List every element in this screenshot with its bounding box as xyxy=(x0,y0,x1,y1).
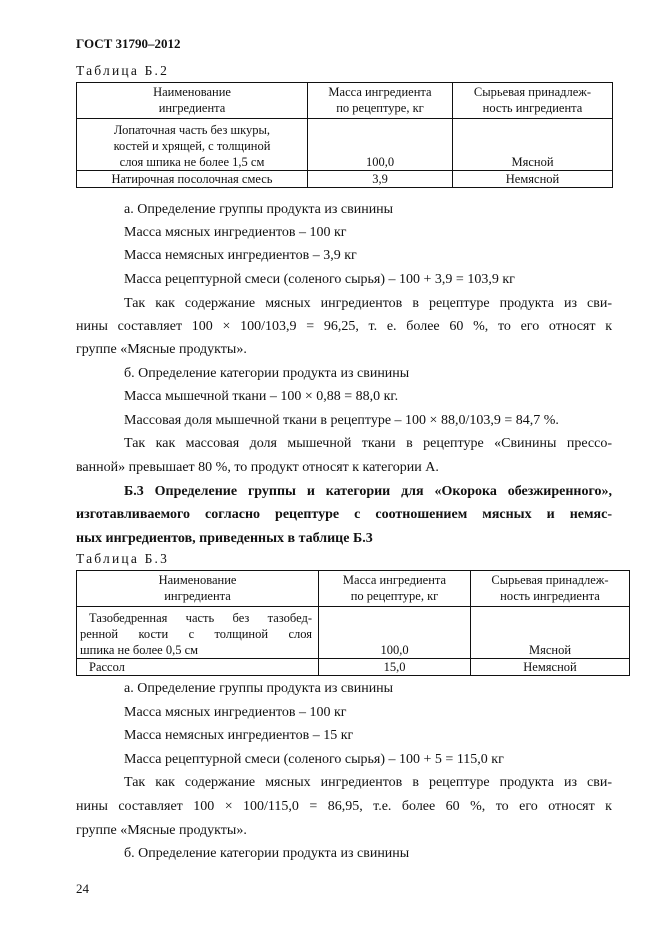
paragraph-line: нины составляет 100 × 100/115,0 = 86,95, т.е. более 60 %, то его относят к xyxy=(76,799,612,814)
table-cell-mass: 100,0 xyxy=(319,607,471,659)
document-code: ГОСТ 31790–2012 xyxy=(76,36,181,51)
table-cell-mass: 100,0 xyxy=(308,119,453,171)
paragraph-line: Так как массовая доля мышечной ткани в рецептуре «Свинины прессо- xyxy=(124,436,612,451)
text-line: Масса мясных ингредиентов – 100 кг xyxy=(124,705,347,720)
text-line: Массовая доля мышечной ткани в рецептуре – 100 × 88,0/103,9 = 84,7 %. xyxy=(124,413,559,428)
table-3-caption: Таблица Б.3 xyxy=(76,551,170,566)
table-cell-name: Лопаточная часть без шкуры, костей и хрящей, с толщиной слоя шпика не более 1,5 см xyxy=(77,119,308,171)
text-line: а. Определение группы продукта из свинины xyxy=(124,681,394,696)
table-cell-name: Тазобедренная часть без тазобед- ренной кости с толщиной слоя шпика не более 0,5 см xyxy=(77,607,319,659)
table-2 xyxy=(76,82,613,188)
text-line: Масса мясных ингредиентов – 100 кг xyxy=(124,225,347,240)
text-line: а. Определение группы продукта из свинины xyxy=(124,202,394,217)
paragraph-line: Так как содержание мясных ингредиентов в рецептуре продукта из сви- xyxy=(124,775,612,790)
table-cell-type: Мясной xyxy=(471,607,630,659)
table-3-header-mass: Масса ингредиента по рецептуре, кг xyxy=(319,571,471,607)
page-number: 24 xyxy=(76,881,89,896)
paragraph-line: группе «Мясные продукты». xyxy=(76,823,247,838)
table-2-header-row xyxy=(77,83,613,119)
table-row xyxy=(77,607,630,659)
table-cell-type: Немясной xyxy=(471,659,630,676)
table-2-header-name: Наименование ингредиента xyxy=(77,83,308,119)
paragraph-line: нины составляет 100 × 100/103,9 = 96,25, т. е. более 60 %, то его относят к xyxy=(76,319,612,334)
text-line: Масса немясных ингредиентов – 3,9 кг xyxy=(124,248,357,263)
text-line: Масса мышечной ткани – 100 × 0,88 = 88,0 кг. xyxy=(124,389,399,404)
table-row xyxy=(77,659,630,676)
table-cell-name: Рассол xyxy=(77,659,319,676)
paragraph-line: ванной» превышает 80 %, то продукт относят к категории А. xyxy=(76,460,439,475)
table-2-header-mass: Масса ингредиента по рецептуре, кг xyxy=(308,83,453,119)
table-cell-mass: 3,9 xyxy=(308,171,453,188)
table-cell-type: Немясной xyxy=(453,171,613,188)
section-heading: ных ингредиентов, приведенных в таблице Б.3 xyxy=(76,531,373,546)
text-line: б. Определение категории продукта из свинины xyxy=(124,366,410,381)
text-line: Масса рецептурной смеси (соленого сырья) – 100 + 5 = 115,0 кг xyxy=(124,752,504,767)
table-2-header-type: Сырьевая принадлеж- ность ингредиента xyxy=(453,83,613,119)
table-3-header-row xyxy=(77,571,630,607)
table-row xyxy=(77,171,613,188)
table-2-caption: Таблица Б.2 xyxy=(76,63,170,78)
table-3-header-type: Сырьевая принадлеж- ность ингредиента xyxy=(471,571,630,607)
table-cell-mass: 15,0 xyxy=(319,659,471,676)
section-heading: Б.3 Определение группы и категории для «Окорока обезжиренного», xyxy=(124,484,612,499)
table-cell-type: Мясной xyxy=(453,119,613,171)
paragraph-line: группе «Мясные продукты». xyxy=(76,342,247,357)
table-3-header-name: Наименование ингредиента xyxy=(77,571,319,607)
table-cell-name: Натирочная посолочная смесь xyxy=(77,171,308,188)
paragraph-line: Так как содержание мясных ингредиентов в рецептуре продукта из сви- xyxy=(124,296,612,311)
table-row xyxy=(77,119,613,171)
section-heading: изготавливаемого согласно рецептуре с соотношением мясных и немяс- xyxy=(76,507,612,522)
text-line: б. Определение категории продукта из свинины xyxy=(124,846,410,861)
table-3 xyxy=(76,570,630,676)
text-line: Масса рецептурной смеси (соленого сырья) – 100 + 3,9 = 103,9 кг xyxy=(124,272,515,287)
text-line: Масса немясных ингредиентов – 15 кг xyxy=(124,728,354,743)
